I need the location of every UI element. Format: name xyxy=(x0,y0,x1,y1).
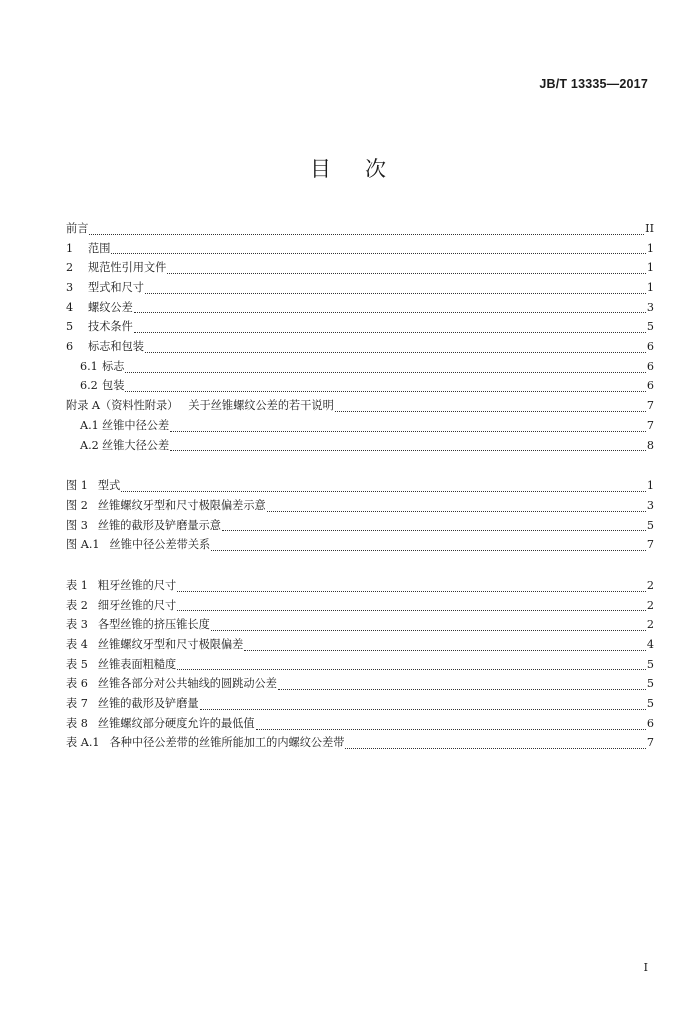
toc-entry-number: 4 xyxy=(66,300,74,314)
toc-leader-dots xyxy=(256,728,646,730)
toc-entry-label: 技术条件 xyxy=(88,320,133,334)
toc-sections-list xyxy=(66,219,654,455)
toc-entry[interactable] xyxy=(66,496,654,516)
toc-entry-number: 表 1 xyxy=(66,578,88,592)
toc-entry-label: 丝锥表面粗糙度 xyxy=(97,657,177,671)
toc-entry-number: 图 3 xyxy=(66,518,88,532)
toc-entry-page: 6 xyxy=(646,379,654,393)
toc-entry-label: 关于丝锥螺纹公差的若干说明 xyxy=(188,399,334,413)
toc-entry-page: II xyxy=(645,221,654,235)
toc-spacer xyxy=(66,555,654,576)
toc-entry-label: 规范性引用文件 xyxy=(88,261,167,275)
toc-entry[interactable] xyxy=(66,674,654,694)
toc-entry-label: 范围 xyxy=(88,241,111,255)
toc-entry-number: 表 8 xyxy=(66,716,88,730)
toc-entry[interactable] xyxy=(66,219,654,239)
toc-entry-label: 标志 xyxy=(102,359,125,373)
toc-leader-dots xyxy=(170,449,646,451)
toc-entry-page: 5 xyxy=(646,518,654,532)
toc-leader-dots xyxy=(125,371,645,373)
toc-leader-dots xyxy=(211,629,646,631)
toc-entry-page: 5 xyxy=(646,657,654,671)
toc-entry-label: 各种中径公差带的丝锥所能加工的内螺纹公差带 xyxy=(109,736,345,750)
toc-entry-number: 表 5 xyxy=(66,657,88,671)
toc-entry-label: 丝锥螺纹牙型和尺寸极限偏差示意 xyxy=(97,498,266,512)
toc-entry[interactable] xyxy=(66,357,654,377)
toc-entry-page: 6 xyxy=(646,716,654,730)
toc-entry-page: 5 xyxy=(646,697,654,711)
toc-entry-label: 螺纹公差 xyxy=(88,300,133,314)
toc-leader-dots xyxy=(89,233,644,235)
toc-tables-list xyxy=(66,576,654,753)
toc-entry-label: 丝锥各部分对公共轴线的圆跳动公差 xyxy=(97,677,277,691)
toc-entry-page: 1 xyxy=(646,241,654,255)
toc-entry-label: 丝锥大径公差 xyxy=(102,438,170,452)
toc-entry-page: 5 xyxy=(646,677,654,691)
toc-entry-page: 7 xyxy=(646,399,654,413)
toc-leader-dots xyxy=(278,688,646,690)
toc-entry-number: 6.2 xyxy=(80,379,98,393)
toc-entry-page: 7 xyxy=(646,538,654,552)
toc-entry[interactable] xyxy=(66,615,654,635)
toc-entry-number: 2 xyxy=(66,261,74,275)
toc-leader-dots xyxy=(134,331,646,333)
toc-entry-number: A.1 xyxy=(80,418,99,432)
toc-leader-dots xyxy=(200,708,646,710)
toc-entry-number: 附录 A（资料性附录） xyxy=(66,399,179,413)
toc-figures-list xyxy=(66,476,654,555)
toc-leader-dots xyxy=(244,649,646,651)
toc-entry[interactable] xyxy=(66,317,654,337)
toc-leader-dots xyxy=(222,529,646,531)
toc-entry-page: 1 xyxy=(646,261,654,275)
toc-entry-page: 1 xyxy=(646,479,654,493)
toc-entry[interactable] xyxy=(66,377,654,397)
toc-entry[interactable] xyxy=(66,694,654,714)
toc-entry-label: 丝锥螺纹部分硬度允许的最低值 xyxy=(97,716,255,730)
toc-entry-number: 图 1 xyxy=(66,479,88,493)
toc-entry-number: 6.1 xyxy=(80,359,98,373)
toc-entry-page: 1 xyxy=(646,281,654,295)
toc-entry-number: 表 3 xyxy=(66,618,88,632)
toc-entry-label: 丝锥的截形及铲磨量示意 xyxy=(97,518,221,532)
toc-entry-page: 5 xyxy=(646,320,654,334)
toc-entry-label: 细牙丝锥的尺寸 xyxy=(97,598,177,612)
toc-entry-label: 粗牙丝锥的尺寸 xyxy=(97,578,177,592)
toc-entry-number: 表 6 xyxy=(66,677,88,691)
toc-entry-number: 表 7 xyxy=(66,697,88,711)
toc-entry-number: 图 2 xyxy=(66,498,88,512)
toc-entry-page: 6 xyxy=(646,340,654,354)
toc-leader-dots xyxy=(345,747,645,749)
toc-entry[interactable] xyxy=(66,476,654,496)
toc-entry-number: 表 A.1 xyxy=(66,736,100,750)
toc-entry-label: 前言 xyxy=(66,221,89,235)
toc-leader-dots xyxy=(267,510,646,512)
document-code: JB/T 13335—2017 xyxy=(539,77,648,91)
toc-entry[interactable] xyxy=(66,516,654,536)
toc-leader-dots xyxy=(125,390,645,392)
table-of-contents xyxy=(66,219,654,753)
toc-entry-page: 7 xyxy=(646,736,654,750)
toc-entry-number: A.2 xyxy=(80,438,99,452)
toc-entry[interactable] xyxy=(66,734,654,754)
toc-entry[interactable] xyxy=(66,635,654,655)
toc-entry[interactable] xyxy=(66,239,654,259)
toc-entry-label: 丝锥的截形及铲磨量 xyxy=(97,697,199,711)
toc-entry[interactable] xyxy=(66,655,654,675)
toc-entry-page: 6 xyxy=(646,359,654,373)
toc-entry[interactable] xyxy=(66,258,654,278)
toc-entry-number: 1 xyxy=(66,241,74,255)
toc-entry-page: 3 xyxy=(646,300,654,314)
toc-entry-page: 8 xyxy=(646,438,654,452)
toc-spacer xyxy=(66,455,654,476)
toc-leader-dots xyxy=(211,549,646,551)
toc-entry-label: 标志和包装 xyxy=(88,340,144,354)
toc-entry[interactable] xyxy=(66,576,654,596)
toc-leader-dots xyxy=(111,252,645,254)
toc-entry[interactable] xyxy=(66,714,654,734)
toc-entry-label: 丝锥中径公差 xyxy=(102,418,170,432)
toc-leader-dots xyxy=(145,292,646,294)
toc-entry-label: 包装 xyxy=(102,379,125,393)
toc-entry-number: 图 A.1 xyxy=(66,538,100,552)
toc-entry-number: 3 xyxy=(66,281,74,295)
toc-leader-dots xyxy=(145,351,646,353)
toc-entry-page: 2 xyxy=(646,618,654,632)
toc-entry-page: 2 xyxy=(646,598,654,612)
toc-entry[interactable] xyxy=(66,535,654,555)
toc-leader-dots xyxy=(170,430,646,432)
toc-leader-dots xyxy=(335,410,646,412)
toc-leader-dots xyxy=(177,590,646,592)
toc-entry-page: 7 xyxy=(646,418,654,432)
page-title-part-2: 次 xyxy=(365,157,386,181)
toc-entry-page: 3 xyxy=(646,498,654,512)
toc-entry[interactable] xyxy=(66,396,654,416)
toc-leader-dots xyxy=(177,668,646,670)
page-title-part-1: 目 xyxy=(310,157,331,181)
toc-leader-dots xyxy=(177,609,646,611)
toc-entry[interactable] xyxy=(66,298,654,318)
toc-entry-label: 各型丝锥的挤压锥长度 xyxy=(97,618,210,632)
page-title xyxy=(0,153,696,183)
toc-entry[interactable] xyxy=(66,416,654,436)
toc-entry-label: 丝锥中径公差带关系 xyxy=(109,538,211,552)
toc-entry-label: 型式和尺寸 xyxy=(88,281,144,295)
toc-entry-page: 4 xyxy=(646,638,654,652)
toc-entry-number: 5 xyxy=(66,320,74,334)
toc-entry[interactable] xyxy=(66,436,654,456)
toc-entry-number: 6 xyxy=(66,340,74,354)
toc-entry-number: 表 2 xyxy=(66,598,88,612)
toc-entry-number: 表 4 xyxy=(66,638,88,652)
page-number: I xyxy=(643,961,648,974)
toc-entry-label: 型式 xyxy=(97,479,121,493)
toc-entry[interactable] xyxy=(66,337,654,357)
toc-entry[interactable] xyxy=(66,278,654,298)
toc-leader-dots xyxy=(167,272,646,274)
toc-entry[interactable] xyxy=(66,596,654,616)
toc-leader-dots xyxy=(134,311,646,313)
toc-entry-label: 丝锥螺纹牙型和尺寸极限偏差 xyxy=(97,638,244,652)
toc-entry-page: 2 xyxy=(646,578,654,592)
toc-leader-dots xyxy=(121,490,646,492)
